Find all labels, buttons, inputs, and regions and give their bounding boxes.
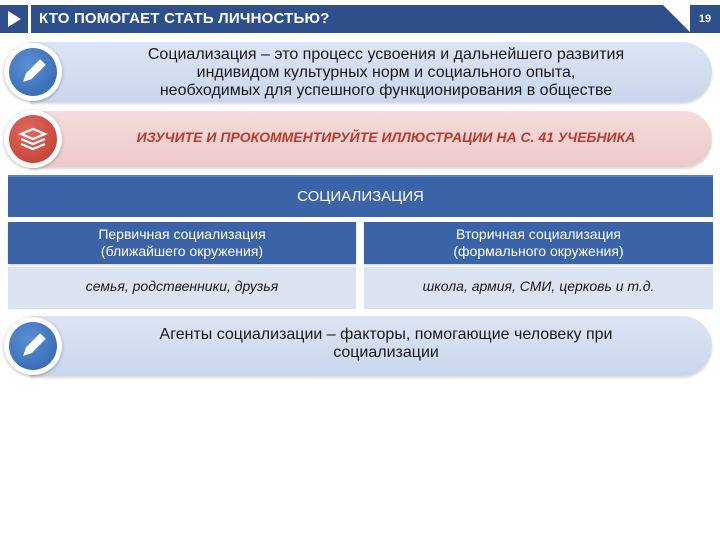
agents-text — [80, 326, 692, 362]
task-block — [30, 111, 712, 167]
title-bar — [31, 5, 691, 33]
definition-line: необходимых для успешного функционирования в обществе — [159, 82, 613, 99]
definition-line: Социализация – это процесс усвоения и дальнейшего развития — [147, 46, 625, 63]
primary-examples: семья, родственники, друзья — [8, 267, 356, 309]
header — [0, 0, 720, 38]
page-title: КТО ПОМОГАЕТ СТАТЬ ЛИЧНОСТЬЮ? — [39, 10, 330, 27]
secondary-examples: школа, армия, СМИ, церковь и т.д. — [364, 267, 713, 309]
agents-line: социализации — [333, 344, 439, 361]
books-icon — [4, 110, 62, 168]
agents-line: Агенты социализации – факторы, помогающие человеку при — [159, 326, 613, 343]
primary-socialization-header — [8, 222, 356, 264]
page-number: 19 — [690, 5, 720, 33]
cell-line: (ближайшего окружения) — [100, 243, 264, 259]
secondary-socialization-header — [364, 222, 713, 264]
table-heading: СОЦИАЛИЗАЦИЯ — [8, 175, 713, 217]
definition-block — [30, 42, 712, 102]
definition-line: индивидом культурных норм и социального опыта, — [196, 64, 576, 81]
play-icon[interactable] — [0, 5, 28, 33]
cell-line: (формального окружения) — [453, 243, 624, 259]
pencil-icon — [4, 317, 62, 375]
task-text: ИЗУЧИТЕ И ПРОКОММЕНТИРУЙТЕ ИЛЛЮСТРАЦИИ НА С. 41 УЧЕБНИКА — [136, 129, 636, 145]
cell-line: Первичная социализация — [98, 226, 266, 242]
cell-line: Вторичная социализация — [456, 226, 621, 242]
definition-text — [80, 46, 692, 100]
pencil-icon — [4, 43, 62, 101]
agents-block — [30, 316, 712, 376]
